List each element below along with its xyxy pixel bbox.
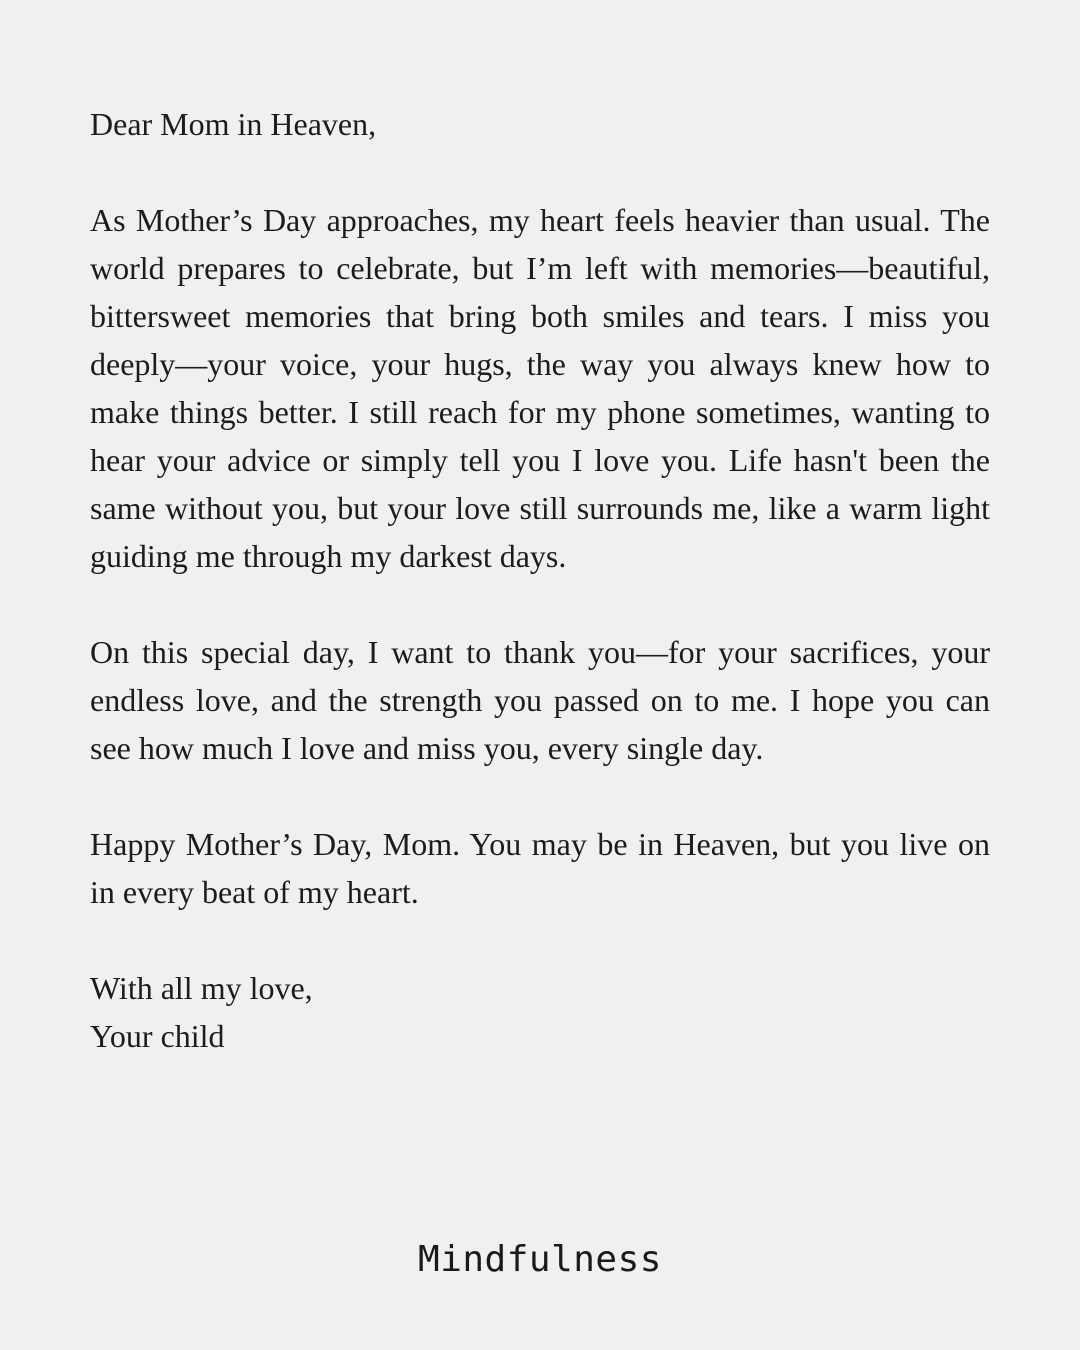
letter-salutation: Dear Mom in Heaven,: [90, 106, 377, 142]
letter-paragraph: On this special day, I want to thank you—for your sacrifices, your endless love, and the strength you passed on to me. I hope you can see how much I love and miss you, every single day.: [90, 634, 990, 766]
letter-paragraph: As Mother’s Day approaches, my heart feels heavier than usual. The world prepares to celebrate, but I’m left with memories—beautiful, bittersweet memories that bring both smiles and tears. I miss you deeply—your voice, your hugs, the way you always knew how to make things better. I still reach for my phone sometimes, wanting to hear your advice or simply tell you I love you. Life hasn't been the same without you, but your love still surrounds me, like a warm light guiding me through my darkest days.: [90, 202, 990, 574]
brand-name: Mindfulness: [418, 1239, 662, 1280]
letter-closing: With all my love,: [90, 970, 313, 1006]
letter-body: [90, 100, 990, 1060]
letter-paragraph: Happy Mother’s Day, Mom. You may be in Heaven, but you live on in every beat of my heart.: [90, 826, 990, 910]
letter-signature: Your child: [90, 1018, 225, 1054]
